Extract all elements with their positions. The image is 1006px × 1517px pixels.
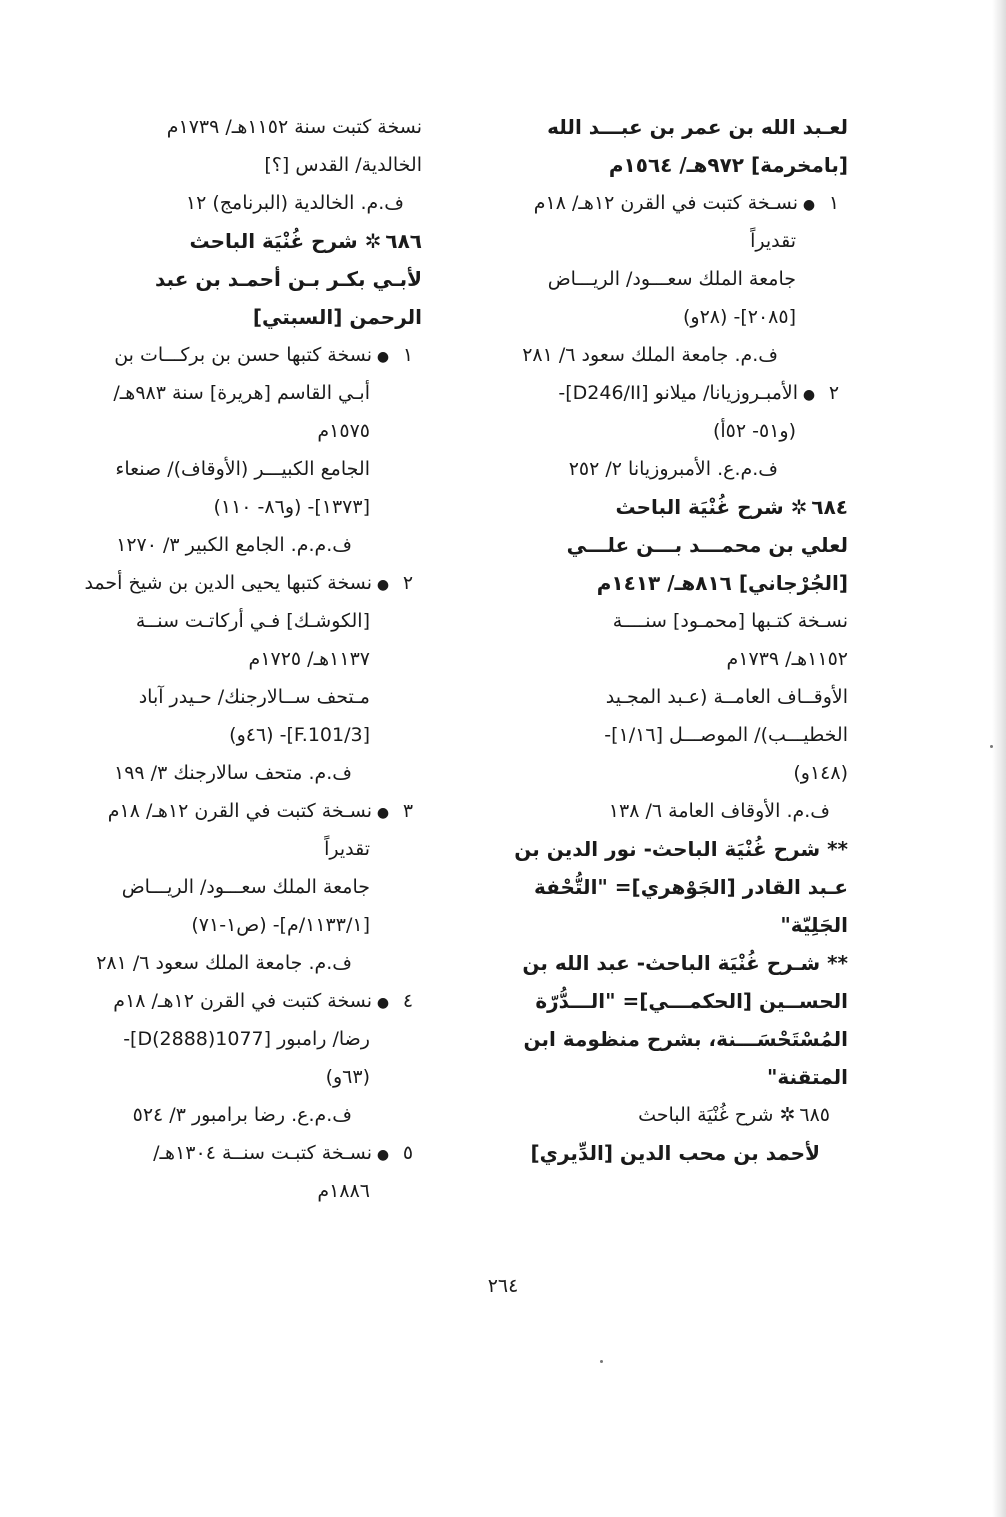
catalog-reference: ف.م.ع. رضا برامبور ٣/ ٥٢٤ (132, 1104, 352, 1126)
item-number: ٤ (402, 990, 414, 1012)
cross-reference: ** شـرح غُنْيَة الباحث- عبد الله بن (522, 951, 848, 975)
library-location: الخالدية/ القدس [؟] (264, 154, 422, 176)
catalog-reference: ف.م. الأوقاف العامة ٦/ ١٣٨ (608, 800, 830, 822)
manuscript-item (506, 374, 848, 412)
entry-title: ✲ شرح غُنْيَة الباحث (638, 1104, 796, 1126)
item-text: نسخة كتبت سنة ١١٥٢هـ/ ١٧٣٩م (166, 116, 422, 138)
left-column (84, 108, 422, 1210)
entry-author-line: لعـبد الله بن عمر بن عبـــد الله (547, 115, 848, 139)
entry-author-line: [بامخرمة] ٩٧٢هـ/ ١٥٦٤م (608, 153, 848, 177)
entry-author-line: [الجُرْجاني] ٨١٦هـ/ ١٤١٣م (596, 571, 848, 595)
item-number: ١ (402, 344, 414, 366)
shelfmark: (١٤٨و) (793, 762, 848, 784)
cross-reference: عـبد القادر [الجَوْهري]= "التُّحْفة (533, 875, 848, 899)
item-number: ٢ (402, 572, 414, 594)
entry-author-line: لأبـي بكـر بـن أحمـد بن عبد (154, 267, 422, 291)
item-text: نسخة كتبها حسن بن بركـــات بن (114, 344, 372, 366)
library-location: الأوقــاف العامــة (عـبد المجـيد (605, 686, 848, 708)
catalog-reference: ف.م. الخالدية (البرنامج) ١٢ (185, 192, 404, 214)
manuscript-item (107, 792, 422, 830)
cross-reference: المُسْتَحْسَـــنة، بشرح منظومة ابن (523, 1027, 848, 1051)
entry-heading (506, 1096, 848, 1134)
shelfmark: [١١٣٣/١/م]- (ص١-٧١) (191, 914, 370, 936)
item-number: ٢ (828, 382, 840, 404)
item-text: تقديراً (324, 838, 370, 860)
item-text: نسـخة كتبت في القرن ١٢هـ/ ١٨م (533, 192, 798, 214)
item-text: نسـخة كتبـت سنــة ١٣٠٤هـ/ (153, 1142, 372, 1164)
catalog-reference: ف.م.م. الجامع الكبير ٣/ ١٢٧٠ (116, 534, 352, 556)
entry-number: ٦٨٥ (799, 1104, 830, 1126)
item-text: نسخة كتبت في القرن ١٢هـ/ ١٨م (113, 990, 372, 1012)
library-location: الخطيـــب)/ الموصـــل [١/١٦]- (604, 724, 848, 746)
bullet-icon: ● (802, 387, 816, 403)
library-location: الأمبـروزيانا/ ميلانو [D246/II]- (558, 382, 798, 404)
item-text: تقديراً (750, 230, 796, 252)
entry-title: ✲ شرح غُنْيَة الباحث (189, 229, 382, 253)
item-text: نسخة كتبها يحيى الدين بن شيخ أحمد (84, 572, 372, 594)
right-column (506, 108, 848, 1172)
catalog-reference: ف.م. جامعة الملك سعود ٦/ ٢٨١ (522, 344, 778, 366)
item-text: ١١٣٧هـ/ ١٧٢٥م (248, 648, 370, 670)
cross-reference: الحســين [الحكمـــي]= "الـــدُّرّة (535, 989, 848, 1013)
bullet-icon: ● (376, 349, 390, 365)
library-location: مـتحف ســالارجنك/ حـيدر آباد (138, 686, 370, 708)
item-text: ١٥٧٥م (317, 420, 370, 442)
library-location: الجامع الكبيـــر (الأوقاف)/ صنعاء (115, 458, 370, 480)
library-location: جامعة الملك سعـــود/ الريـــاض (121, 876, 370, 898)
manuscript-item (122, 1134, 422, 1172)
item-text: [الكوشـك] فـي أركاتـت سنــة (135, 610, 370, 632)
shelfmark: [٢٠٨٥]- (٢٨و) (683, 306, 796, 328)
item-text: أبـي القاسم [هريرة] سنة ٩٨٣هـ/ (113, 382, 370, 404)
shelfmark: [١٣٧٣]- (و٨٦- ١١٠) (213, 496, 370, 518)
catalog-reference: ف.م. جامعة الملك سعود ٦/ ٢٨١ (96, 952, 352, 974)
shelfmark: (و٥١- ٥٢أ) (712, 420, 796, 442)
entry-title: ✲ شرح غُنْيَة الباحث (615, 495, 808, 519)
scan-speck (990, 745, 993, 748)
entry-number: ٦٨٦ (385, 229, 422, 253)
catalog-reference: ف.م.ع. الأمبروزيانا ٢/ ٢٥٢ (568, 458, 778, 480)
manuscript-item (113, 982, 422, 1020)
entry-author-line: لعلي بن محمـــد بـــن علـــي (566, 533, 848, 557)
item-text: نسـخة كتبت في القرن ١٢هـ/ ١٨م (107, 800, 372, 822)
cross-reference: المتقنة" (766, 1065, 848, 1089)
cross-reference: ** شرح غُنْيَة الباحث- نور الدين بن (514, 837, 848, 861)
shelfmark: [F.101/3]- (٤٦و) (229, 724, 370, 746)
bullet-icon: ● (802, 197, 816, 213)
item-number: ١ (828, 192, 840, 214)
entry-heading (506, 488, 848, 526)
manuscript-item (506, 184, 848, 222)
entry-number: ٦٨٤ (811, 495, 848, 519)
bullet-icon: ● (376, 577, 390, 593)
page-number: ٢٦٤ (487, 1275, 519, 1297)
item-number: ٣ (402, 800, 414, 822)
shelfmark: (٦٣و) (325, 1066, 370, 1088)
scan-speck (600, 1360, 603, 1363)
entry-author-line: الرحمن [السبتي] (252, 305, 422, 329)
cross-reference: الجَلِيّة" (780, 913, 848, 937)
item-text: ١٨٨٦م (317, 1180, 370, 1202)
item-text: نسـخة كتـبها [محمـود] سنــــة (612, 610, 848, 632)
entry-author-line: لأحمد بن محب الدين [الدِّيري] (530, 1141, 820, 1165)
bullet-icon: ● (376, 995, 390, 1011)
entry-heading (122, 222, 422, 260)
manuscript-item (84, 564, 422, 602)
bullet-icon: ● (376, 805, 390, 821)
bullet-icon: ● (376, 1147, 390, 1163)
catalog-reference: ف.م. متحف سالارجنك ٣/ ١٩٩ (113, 762, 352, 784)
item-text: ١١٥٢هـ/ ١٧٣٩م (726, 648, 848, 670)
library-location: جامعة الملك سعـــود/ الريـــاض (547, 268, 796, 290)
manuscript-item (114, 336, 422, 374)
library-location: رضا/ رامبور [D(2888)1077]- (123, 1028, 370, 1050)
item-number: ٥ (402, 1142, 414, 1164)
